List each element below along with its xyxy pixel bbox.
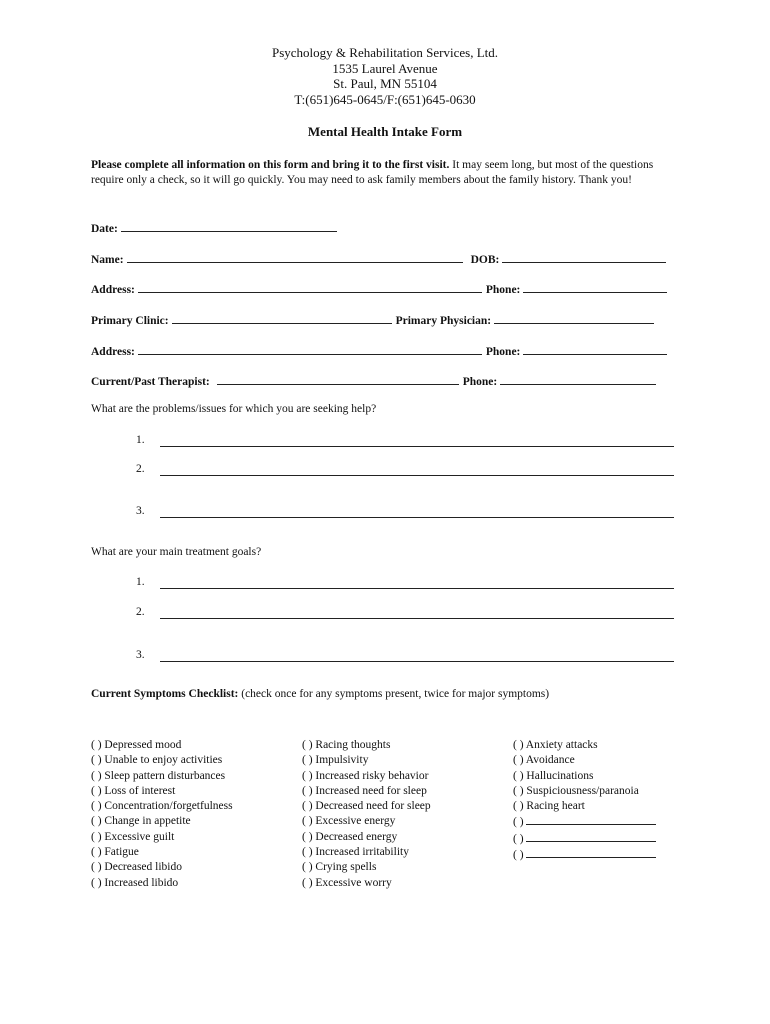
symptom-item[interactable]: ( ) Racing heart (513, 800, 585, 813)
therapist-row (91, 372, 660, 388)
symptom-other-row (513, 831, 656, 847)
symptom-other-field[interactable] (526, 831, 656, 842)
problem-line-2[interactable] (160, 474, 674, 476)
phone-field[interactable] (523, 280, 667, 293)
primary-clinic-field[interactable] (172, 311, 392, 324)
symptom-item[interactable]: ( ) Avoidance (513, 754, 575, 767)
symptom-item[interactable]: ( ) Decreased libido (91, 861, 183, 874)
symptom-item[interactable]: ( ) Suspiciousness/paranoia (513, 784, 639, 797)
symptoms-column-3 (513, 738, 656, 863)
symptom-other-checkbox[interactable]: ( ) (513, 849, 524, 862)
name-row (91, 250, 670, 266)
symptom-item[interactable]: ( ) Excessive energy (302, 815, 396, 828)
primary-physician-field[interactable] (494, 311, 654, 324)
symptom-item[interactable]: ( ) Decreased need for sleep (302, 800, 431, 813)
problem-number-2: 2. (136, 463, 145, 475)
intro-bold: Please complete all information on this form and bring it to the first visit. (91, 159, 450, 171)
problem-number-1: 1. (136, 434, 145, 446)
clinic-address-label: Address: (91, 346, 135, 358)
symptom-other-field[interactable] (526, 847, 656, 858)
name-field[interactable] (127, 250, 463, 263)
org-street: 1535 Laurel Avenue (332, 60, 438, 76)
symptom-item[interactable]: ( ) Loss of interest (91, 784, 176, 797)
symptom-item[interactable]: ( ) Excessive guilt (91, 830, 175, 843)
symptom-item[interactable]: ( ) Fatigue (91, 846, 139, 859)
goal-line-1[interactable] (160, 587, 674, 589)
goal-line-3[interactable] (160, 660, 674, 662)
clinic-address-field[interactable] (138, 342, 482, 355)
symptom-item[interactable]: ( ) Anxiety attacks (513, 739, 598, 751)
symptom-other-row (513, 814, 656, 830)
therapist-field[interactable] (217, 372, 459, 385)
symptom-item[interactable]: ( ) Sleep pattern disturbances (91, 769, 226, 782)
symptom-item[interactable]: ( ) Change in appetite (91, 815, 191, 828)
org-city: St. Paul, MN 55104 (333, 76, 437, 91)
clinic-phone-field[interactable] (523, 342, 667, 355)
symptom-item[interactable]: ( ) Racing thoughts (302, 739, 391, 751)
problem-line-1[interactable] (160, 445, 674, 447)
org-name: Psychology & Rehabilitation Services, Ltd. (271, 45, 499, 60)
clinic-row (91, 311, 658, 327)
symptoms-column-1 (91, 738, 233, 891)
symptom-item[interactable]: ( ) Depressed mood (91, 739, 182, 751)
symptom-item[interactable]: ( ) Impulsivity (302, 754, 369, 767)
symptom-item[interactable]: ( ) Crying spells (302, 861, 377, 874)
address-field[interactable] (138, 280, 482, 293)
therapist-phone-field[interactable] (500, 372, 656, 385)
symptom-other-row (513, 847, 656, 863)
primary-physician-label: Primary Physician: (395, 315, 492, 327)
symptom-other-checkbox[interactable]: ( ) (513, 832, 524, 845)
symptom-item[interactable]: ( ) Concentration/forgetfulness (91, 800, 233, 813)
symptom-item[interactable]: ( ) Increased need for sleep (302, 784, 427, 797)
problem-number-3: 3. (136, 505, 145, 517)
clinic-phone-label: Phone: (485, 346, 521, 358)
date-label: Date: (91, 223, 118, 235)
dob-field[interactable] (502, 250, 666, 263)
org-phone: T:(651)645-0645/F:(651)645-0630 (294, 91, 476, 107)
intro-rest: It may seem long, but most of the questions require only a check, so it will go quickly. You may need to ask family members about the family history. Thank you! (91, 159, 654, 186)
symptom-item[interactable]: ( ) Increased risky behavior (302, 769, 429, 782)
symptom-item[interactable]: ( ) Unable to enjoy activities (91, 754, 223, 767)
checklist-label: Current Symptoms Checklist: (91, 688, 239, 700)
name-label: Name: (91, 254, 124, 266)
symptom-item[interactable]: ( ) Decreased energy (302, 830, 398, 843)
symptom-item[interactable]: ( ) Increased irritability (302, 846, 409, 859)
symptom-other-checkbox[interactable]: ( ) (513, 816, 524, 829)
phone-label: Phone: (485, 284, 521, 296)
letterhead (0, 45, 770, 107)
goals-question: What are your main treatment goals? (91, 546, 262, 558)
problems-question: What are the problems/issues for which you are seeking help? (91, 403, 377, 415)
primary-clinic-label: Primary Clinic: (91, 315, 169, 327)
form-title: Mental Health Intake Form (307, 124, 463, 139)
clinic-address-row (91, 342, 671, 358)
address-row (91, 280, 671, 296)
therapist-label: Current/Past Therapist: (91, 376, 210, 388)
symptoms-column-2 (302, 738, 431, 891)
dob-label: DOB: (470, 254, 500, 266)
symptom-other-field[interactable] (526, 814, 656, 825)
goal-number-3: 3. (136, 649, 145, 661)
problem-line-3[interactable] (160, 516, 674, 518)
goal-number-1: 1. (136, 576, 145, 588)
symptoms-checklist-heading (91, 688, 549, 700)
checklist-note: (check once for any symptoms present, twice for major symptoms) (238, 688, 550, 700)
symptom-item[interactable]: ( ) Excessive worry (302, 876, 392, 889)
date-field[interactable] (121, 219, 337, 232)
address-label: Address: (91, 284, 135, 296)
goal-line-2[interactable] (160, 617, 674, 619)
symptom-item[interactable]: ( ) Increased libido (91, 876, 179, 889)
date-row (91, 219, 341, 235)
intro-paragraph (91, 158, 681, 187)
goal-number-2: 2. (136, 606, 145, 618)
symptom-item[interactable]: ( ) Hallucinations (513, 769, 594, 782)
therapist-phone-label: Phone: (462, 376, 498, 388)
